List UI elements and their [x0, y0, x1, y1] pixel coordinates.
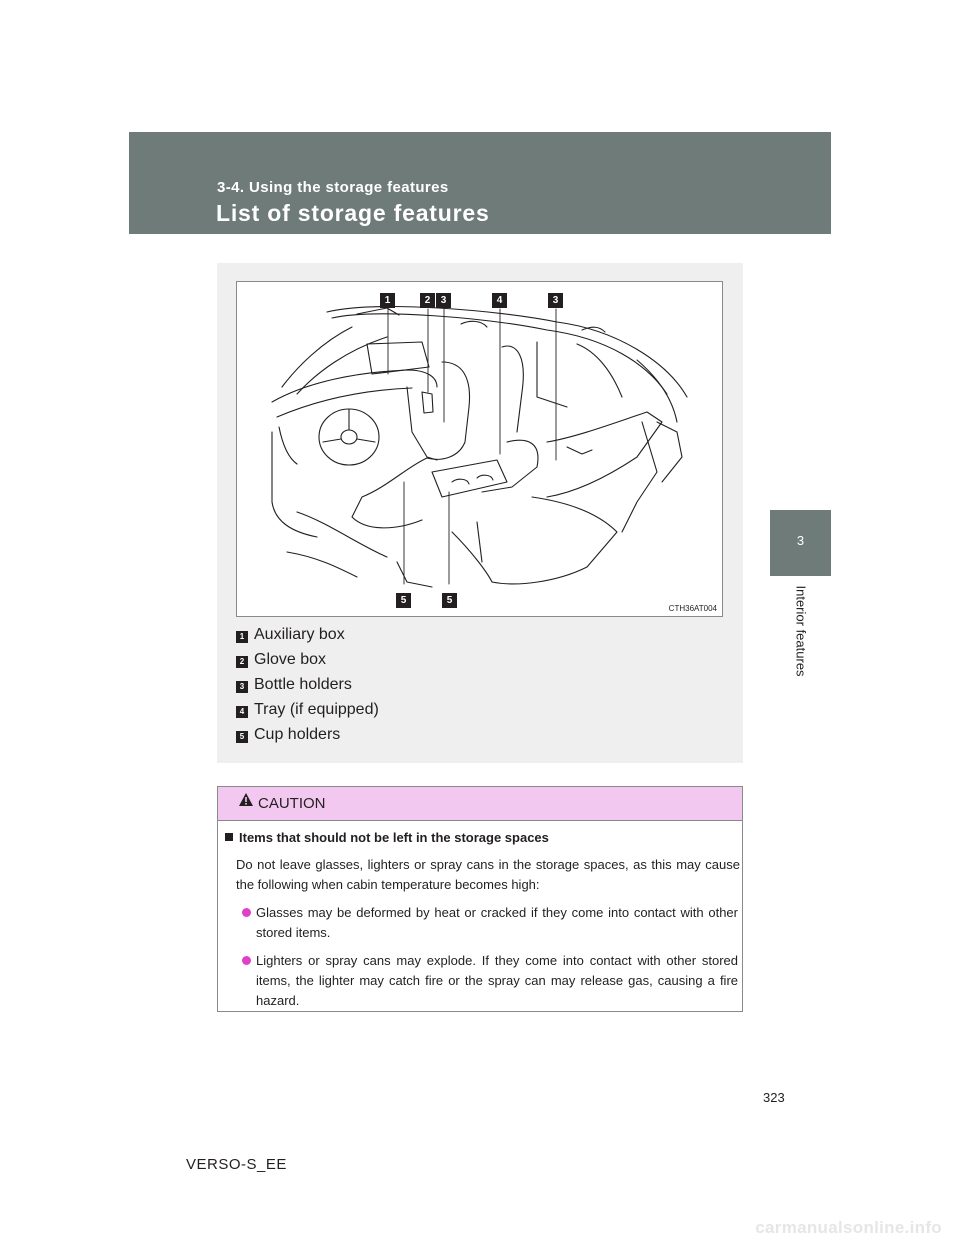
watermark-text: carmanualsonline.info	[755, 1218, 942, 1237]
callout-bottle-holder-front: 3	[436, 293, 451, 308]
caution-title: CAUTION	[258, 795, 326, 812]
callout-cup-holder-left: 5	[396, 593, 411, 608]
legend-label: Tray (if equipped)	[254, 701, 379, 718]
square-bullet-icon	[225, 833, 233, 841]
caution-heading-text: Items that should not be left in the storage spaces	[239, 830, 549, 845]
callout-bottle-holder-rear: 3	[548, 293, 563, 308]
callout-glove-box: 2	[420, 293, 435, 308]
figure-code: CTH36AT004	[668, 604, 717, 613]
caution-box	[217, 786, 743, 1012]
section-title: 3-4. Using the storage features	[217, 179, 449, 196]
watermark	[0, 1218, 960, 1242]
chapter-header	[129, 132, 831, 234]
chapter-tab	[770, 510, 831, 576]
chapter-side-label-text: Interior features	[793, 585, 809, 677]
legend-label: Auxiliary box	[254, 626, 345, 643]
legend-number-badge: 5	[236, 731, 248, 743]
legend-label: Bottle holders	[254, 676, 352, 693]
caution-heading	[225, 830, 549, 845]
caution-bullet	[256, 903, 738, 943]
legend-number-badge: 4	[236, 706, 248, 718]
caution-header	[218, 787, 742, 821]
caution-bullet-text: Lighters or spray cans may explode. If they come into contact with other stored items, the lighter may catch fire or the spray can may release gas, causing a fire hazard.	[256, 953, 738, 1008]
page-title: List of storage features	[216, 200, 490, 226]
legend-label: Cup holders	[254, 726, 341, 743]
callout-auxiliary-box: 1	[380, 293, 395, 308]
legend-label: Glove box	[254, 651, 327, 668]
legend-number-badge: 3	[236, 681, 248, 693]
legend-number-badge: 1	[236, 631, 248, 643]
warning-icon	[238, 792, 254, 807]
bullet-dot-icon	[242, 908, 251, 917]
footer-code: VERSO-S_EE	[186, 1156, 287, 1173]
caution-bullet-text: Glasses may be deformed by heat or cracked if they come into contact with other stored items.	[256, 905, 738, 940]
page-number: 323	[763, 1090, 785, 1105]
legend-number-badge: 2	[236, 656, 248, 668]
caution-paragraph: Do not leave glasses, lighters or spray cans in the storage spaces, as this may cause the following when cabin temperature becomes high:	[236, 857, 740, 892]
bullet-dot-icon	[242, 956, 251, 965]
car-interior-drawing	[237, 282, 722, 616]
chapter-tab-number: 3	[796, 533, 805, 548]
callout-cup-holder-right: 5	[442, 593, 457, 608]
chapter-side-label	[792, 577, 810, 687]
interior-illustration	[236, 281, 723, 617]
caution-bullet	[256, 951, 738, 1011]
callout-tray: 4	[492, 293, 507, 308]
